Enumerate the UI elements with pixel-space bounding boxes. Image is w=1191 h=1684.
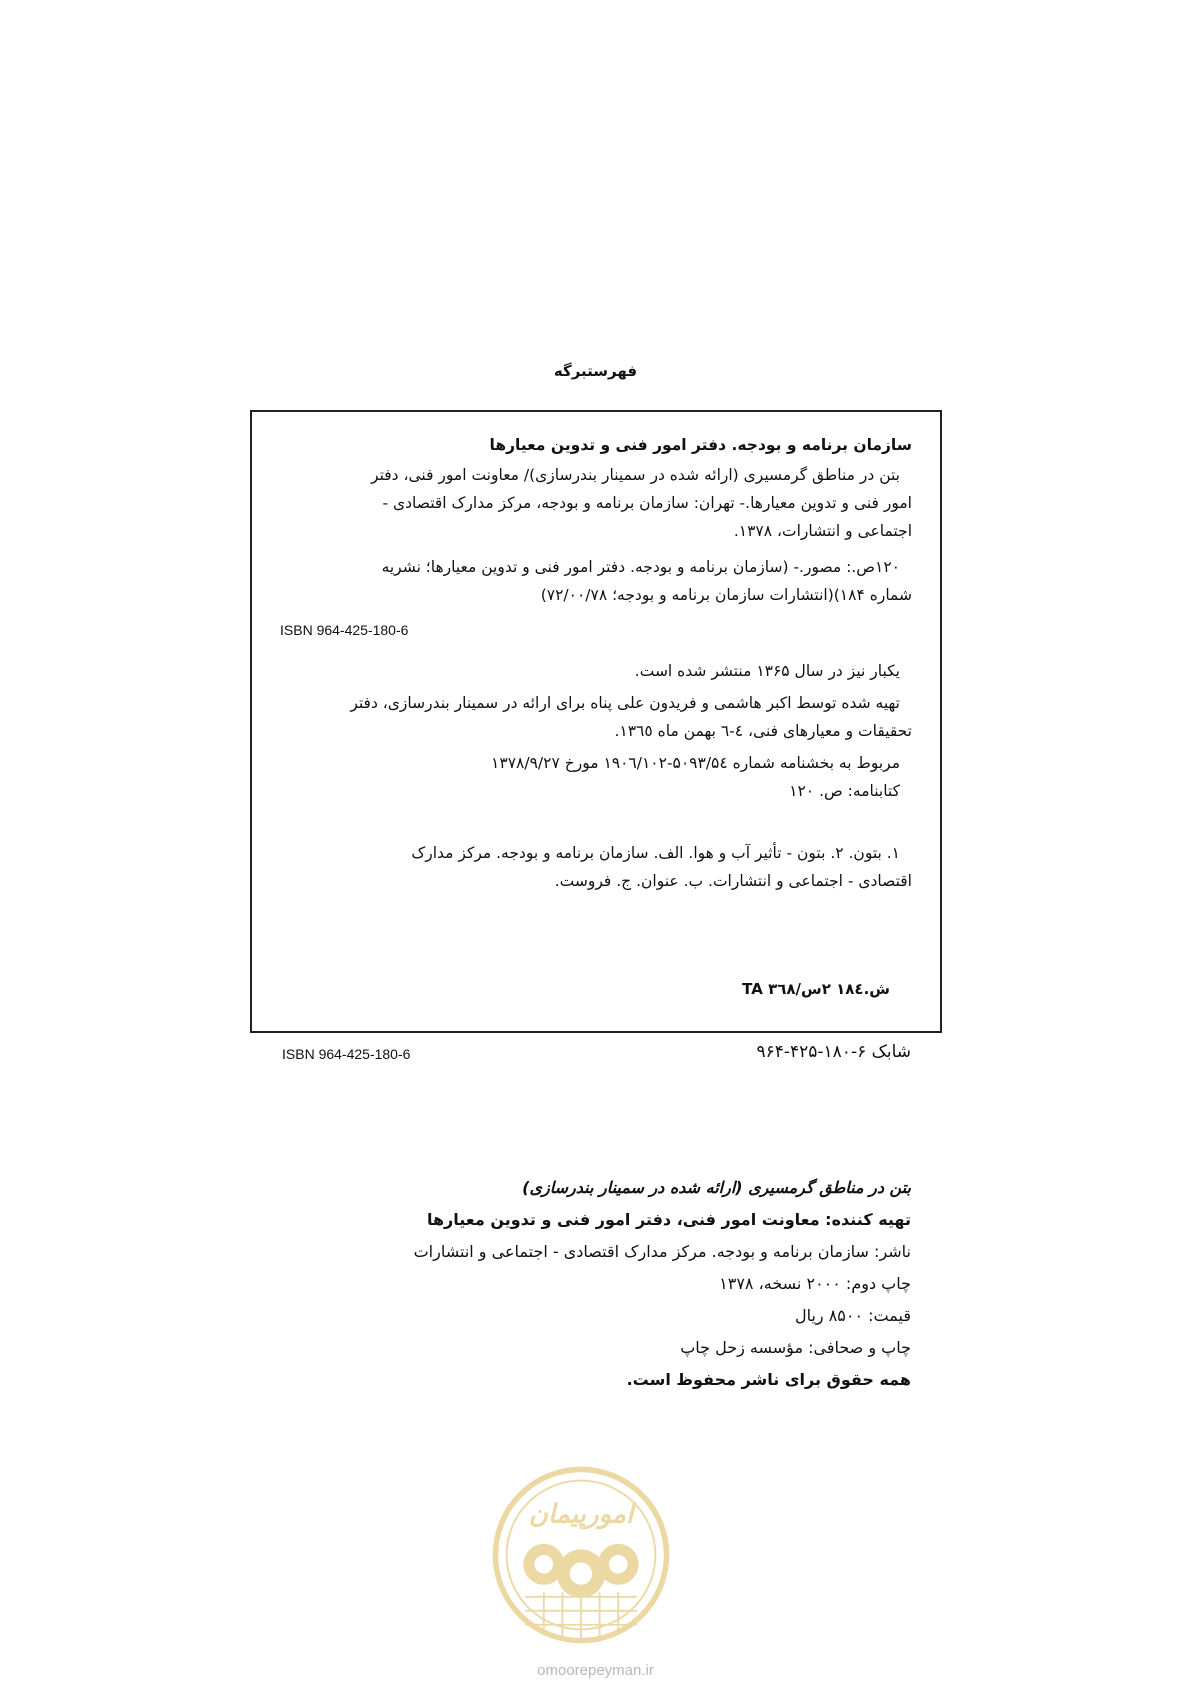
catalog-author: سازمان برنامه و بودجه. دفتر امور فنی و تدوین معیارها (489, 436, 912, 454)
catalog-note: تهیه شده توسط اکبر هاشمی و فریدون علی پناه برای ارائه در سمینار بندرسازی، دفتر (350, 694, 900, 712)
watermark-site: omoorepeyman.ir (537, 1662, 654, 1679)
catalog-physical-line: ۱۲۰ص.: مصور.- (سازمان برنامه و بودجه. دفتر امور فنی و تدوین معیارها؛ نشریه (381, 558, 900, 576)
catalog-classification: ش.۱۸٤ ۲س/۳٦۸ TA (742, 980, 890, 998)
imprint-title: بتن در مناطق گرمسیری (ارائه شده در سمینار بندرسازی) (522, 1178, 911, 1197)
catalog-subject-line: ۱. بتون. ۲. بتون - تأثیر آب و هوا. الف. سازمان برنامه و بودجه. مرکز مدارک (411, 844, 900, 862)
isbn-persian: شابک ۶-۱۸۰-۴۲۵-۹۶۴ (756, 1042, 911, 1062)
catalog-title-line: اجتماعی و انتشارات، ۱۳۷۸. (733, 522, 912, 540)
imprint-publisher: ناشر: سازمان برنامه و بودجه. مرکز مدارک اقتصادی - اجتماعی و انتشارات (413, 1242, 911, 1261)
catalog-title-line: بتن در مناطق گرمسیری (ارائه شده در سمینار بندرسازی)/ معاونت امور فنی، دفتر (371, 466, 900, 484)
catalog-isbn: ISBN 964-425-180-6 (280, 622, 409, 638)
imprint-prepared-by: تهیه کننده: معاونت امور فنی، دفتر امور فنی و تدوین معیارها (426, 1210, 911, 1229)
catalog-note: یکبار نیز در سال ۱۳۶۵ منتشر شده است. (634, 662, 900, 680)
catalog-note: کتابنامه: ص. ۱۲۰ (789, 782, 900, 800)
isbn-english: ISBN 964-425-180-6 (282, 1046, 411, 1062)
page-heading: فهرستبرگه (553, 362, 638, 380)
watermark-logo-text: امورپیمان (528, 1499, 634, 1530)
imprint-price: قیمت: ۸۵۰۰ ریال (794, 1306, 911, 1325)
imprint-rights: همه حقوق برای ناشر محفوظ است. (626, 1370, 911, 1389)
catalog-physical-line: شماره ۱۸۴)(انتشارات سازمان برنامه و بودجه؛ ۷۲/۰۰/۷۸) (540, 586, 912, 604)
watermark-logo (488, 1462, 674, 1648)
catalog-note: مربوط به بخشنامه شماره ۵۰۹۳/۵٤-١٩٠٦/١٠٢ مورخ ۱۳۷۸/۹/۲۷ (491, 754, 900, 772)
catalog-note: تحقیقات و معیارهای فنی، ٤-٦ بهمن ماه ١٣٦٥. (614, 722, 912, 740)
catalog-subject-line: اقتصادی - اجتماعی و انتشارات. ب. عنوان. ج. فروست. (554, 872, 912, 890)
catalog-card (250, 410, 942, 1033)
catalog-title-line: امور فنی و تدوین معیارها.- تهران: سازمان برنامه و بودجه، مرکز مدارک اقتصادی - (382, 494, 912, 512)
imprint-edition: چاپ دوم: ۲۰۰۰ نسخه، ۱۳۷۸ (719, 1274, 911, 1293)
imprint-printer: چاپ و صحافی: مؤسسه زحل چاپ (680, 1338, 911, 1357)
